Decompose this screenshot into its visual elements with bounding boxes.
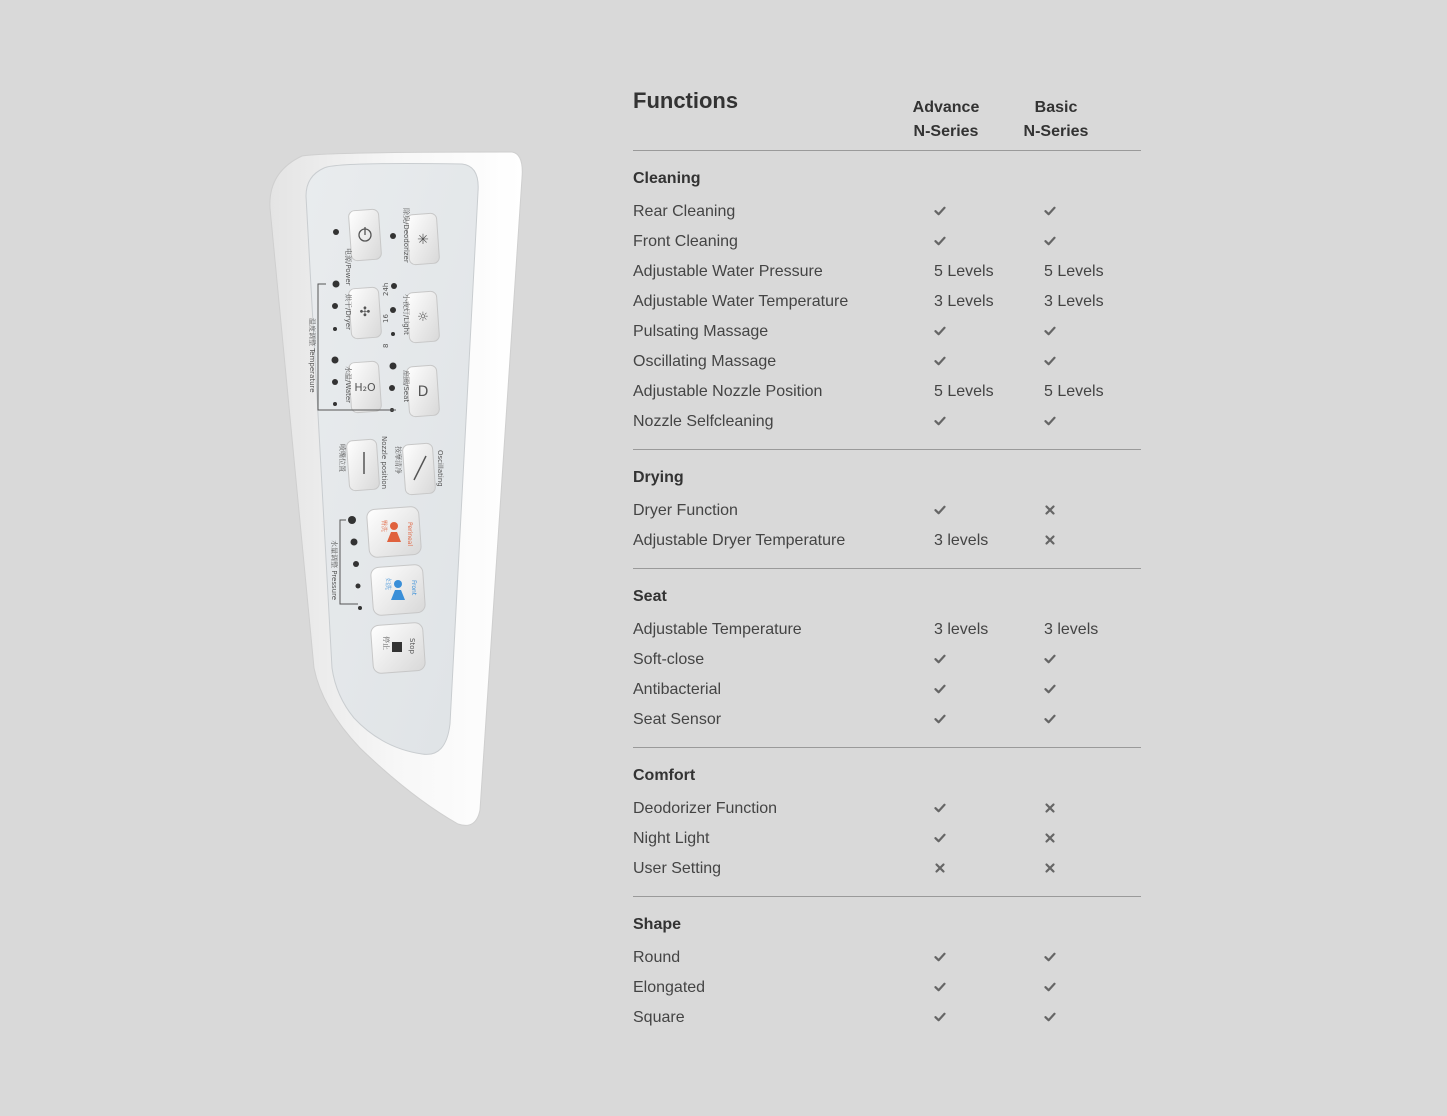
advance-value: 5 Levels: [934, 263, 994, 280]
advance-value: 3 levels: [934, 621, 989, 638]
advance-value-check: [934, 943, 946, 973]
check-icon: [1044, 653, 1056, 665]
basic-value: 3 levels: [1044, 621, 1099, 638]
front-label-en: Front: [410, 580, 417, 596]
check-icon: [934, 205, 946, 217]
column-header-advance-line2: N-Series: [913, 123, 979, 140]
table-row: [633, 973, 1141, 1003]
table-sections: [633, 151, 1141, 1045]
advance-value-check: [934, 407, 946, 437]
column-header-basic-line1: Basic: [1034, 99, 1078, 116]
stop-label-cn: 停止: [382, 636, 390, 650]
stop-button[interactable]: [370, 622, 425, 674]
basic-value-check: [1044, 1003, 1056, 1033]
table-row: [633, 705, 1141, 735]
row-label: Adjustable Nozzle Position: [633, 383, 823, 400]
advance-value: 5 Levels: [934, 383, 994, 400]
advance-value-check: [934, 1003, 946, 1033]
basic-value-cross: [1044, 794, 1056, 824]
cross-icon: [1044, 832, 1056, 844]
check-icon: [1044, 951, 1056, 963]
remote-control-illustration: [262, 148, 528, 832]
column-header-basic: [1013, 96, 1099, 144]
table-row: [633, 675, 1141, 705]
advance-value-check: [934, 705, 946, 735]
table-row: [633, 227, 1141, 257]
rear-label-cn: 臀洗: [380, 520, 387, 533]
basic-value-cross: [1044, 496, 1056, 526]
row-label: Night Light: [633, 830, 710, 847]
timer-label-16: 16: [382, 314, 390, 323]
row-label: Dryer Function: [633, 502, 738, 519]
row-label: Pulsating Massage: [633, 323, 769, 340]
front-cleaning-button[interactable]: [370, 564, 425, 616]
basic-value-check: [1044, 347, 1056, 377]
basic-value: 5 Levels: [1044, 263, 1104, 280]
cross-icon: [1044, 802, 1056, 814]
check-icon: [934, 415, 946, 427]
cross-icon: [1044, 862, 1056, 874]
deodorizer-button[interactable]: [406, 213, 439, 265]
advance-value-check: [934, 794, 946, 824]
section-cleaning: [633, 151, 1141, 450]
row-label: Oscillating Massage: [633, 353, 777, 370]
check-icon: [934, 981, 946, 993]
check-icon: [1044, 415, 1056, 427]
check-icon: [1044, 981, 1056, 993]
row-label: Seat Sensor: [633, 711, 722, 728]
column-header-advance-line1: Advance: [912, 99, 980, 116]
advance-value: 3 levels: [934, 532, 989, 549]
advance-value-check: [934, 197, 946, 227]
svg-text:☼: ☼: [417, 310, 429, 325]
power-button[interactable]: [348, 209, 381, 261]
check-icon: [1044, 713, 1056, 725]
advance-value-check: [934, 675, 946, 705]
check-icon: [1044, 205, 1056, 217]
seat-button[interactable]: [406, 365, 439, 417]
water-button[interactable]: [348, 361, 381, 413]
rear-cleaning-button[interactable]: [366, 506, 421, 558]
oscillating-label-cn: 按摩清净: [394, 446, 402, 474]
row-label: Nozzle Selfcleaning: [633, 413, 774, 430]
column-header-advance: [903, 96, 989, 144]
section-seat: [633, 569, 1141, 748]
power-label: 电源/Power: [344, 248, 352, 286]
check-icon: [934, 683, 946, 695]
temperature-label: 温度调整 Temperature: [308, 318, 316, 393]
section-title: Drying: [633, 469, 684, 486]
remote-control-svg: [262, 148, 528, 832]
light-label: 小夜灯/Light: [402, 294, 410, 335]
table-row: [633, 377, 1141, 407]
pressure-label: 水量调整 Pressure: [330, 540, 338, 601]
basic-value-check: [1044, 227, 1056, 257]
check-icon: [1044, 683, 1056, 695]
advance-value-check: [934, 347, 946, 377]
basic-value-cross: [1044, 854, 1056, 884]
check-icon: [934, 951, 946, 963]
row-label: Adjustable Water Temperature: [633, 293, 849, 310]
table-row: [633, 943, 1141, 973]
check-icon: [934, 504, 946, 516]
check-icon: [934, 802, 946, 814]
deodorizer-label: 除臭/Deodorizer: [402, 208, 410, 263]
nozzle-label-cn: 喷嘴位置: [338, 444, 346, 472]
rear-label-en: Perineal: [406, 522, 413, 547]
check-icon: [934, 1011, 946, 1023]
section-title: Shape: [633, 916, 682, 933]
table-header: [633, 88, 1141, 151]
advance-value-check: [934, 973, 946, 1003]
table-row: [633, 287, 1141, 317]
check-icon: [934, 713, 946, 725]
table-row: [633, 317, 1141, 347]
row-label: Rear Cleaning: [633, 203, 736, 220]
section-title: Cleaning: [633, 170, 701, 187]
table-row: [633, 794, 1141, 824]
cross-icon: [1044, 534, 1056, 546]
check-icon: [934, 235, 946, 247]
oscillating-button[interactable]: [402, 443, 435, 495]
basic-value-check: [1044, 705, 1056, 735]
check-icon: [1044, 235, 1056, 247]
svg-text:✳: ✳: [417, 232, 429, 248]
seat-label: 座圈/Seat: [402, 370, 410, 403]
table-row: [633, 854, 1141, 884]
front-label-cn: 妇洗: [384, 578, 391, 591]
check-icon: [1044, 355, 1056, 367]
basic-value-cross: [1044, 824, 1056, 854]
row-label: Square: [633, 1009, 685, 1026]
light-button[interactable]: [406, 291, 439, 343]
timer-label-24h: 24h: [382, 282, 390, 296]
basic-value-check: [1044, 943, 1056, 973]
row-label: Adjustable Temperature: [633, 621, 802, 638]
dryer-label: 烘干/Dryer: [344, 294, 352, 330]
basic-value-check: [1044, 197, 1056, 227]
svg-text:H₂O: H₂O: [354, 381, 376, 394]
check-icon: [1044, 325, 1056, 337]
column-header-basic-line2: N-Series: [1023, 123, 1089, 140]
advance-value: 3 Levels: [934, 293, 994, 310]
advance-value-check: [934, 227, 946, 257]
basic-value-check: [1044, 317, 1056, 347]
water-label: 水温/Water: [344, 366, 352, 404]
row-label: Adjustable Water Pressure: [633, 263, 823, 280]
cross-icon: [934, 862, 946, 874]
basic-value: 3 Levels: [1044, 293, 1104, 310]
section-drying: [633, 450, 1141, 569]
check-icon: [934, 325, 946, 337]
section-title: Seat: [633, 588, 667, 605]
table-row: [633, 526, 1141, 556]
advance-value-check: [934, 645, 946, 675]
table-row: [633, 824, 1141, 854]
section-shape: [633, 897, 1141, 1045]
basic-value: 5 Levels: [1044, 383, 1104, 400]
svg-text:D: D: [417, 384, 429, 400]
table-row: [633, 347, 1141, 377]
row-label: Round: [633, 949, 681, 966]
timer-label-8: 8: [382, 343, 390, 348]
row-label: Antibacterial: [633, 681, 722, 698]
nozzle-label-en: Nozzle position: [380, 436, 388, 490]
row-label: Front Cleaning: [633, 233, 738, 250]
advance-value-check: [934, 824, 946, 854]
table-row: [633, 645, 1141, 675]
nozzle-position-button[interactable]: [346, 439, 379, 491]
advance-value-check: [934, 317, 946, 347]
row-label: Adjustable Dryer Temperature: [633, 532, 846, 549]
section-title: Comfort: [633, 767, 696, 784]
check-icon: [1044, 1011, 1056, 1023]
table-row: [633, 197, 1141, 227]
table-row: [633, 1003, 1141, 1033]
basic-value-check: [1044, 407, 1056, 437]
row-label: Deodorizer Function: [633, 800, 778, 817]
svg-text:✣: ✣: [359, 305, 371, 320]
comparison-table: [633, 88, 1141, 1045]
functions-title: Functions: [633, 88, 739, 113]
check-icon: [934, 355, 946, 367]
stop-label-en: Stop: [408, 638, 416, 654]
check-icon: [934, 653, 946, 665]
basic-value-check: [1044, 675, 1056, 705]
dryer-button[interactable]: [348, 287, 381, 339]
basic-value-cross: [1044, 526, 1056, 556]
section-comfort: [633, 748, 1141, 897]
row-label: Soft-close: [633, 651, 705, 668]
cross-icon: [1044, 504, 1056, 516]
row-label: Elongated: [633, 979, 706, 996]
check-icon: [934, 832, 946, 844]
basic-value-check: [1044, 973, 1056, 1003]
table-row: [633, 407, 1141, 437]
table-row: [633, 615, 1141, 645]
row-label: User Setting: [633, 860, 722, 877]
table-row: [633, 496, 1141, 526]
oscillating-label-en: Oscillating: [436, 450, 444, 487]
advance-value-cross: [934, 854, 946, 884]
table-row: [633, 257, 1141, 287]
advance-value-check: [934, 496, 946, 526]
basic-value-check: [1044, 645, 1056, 675]
